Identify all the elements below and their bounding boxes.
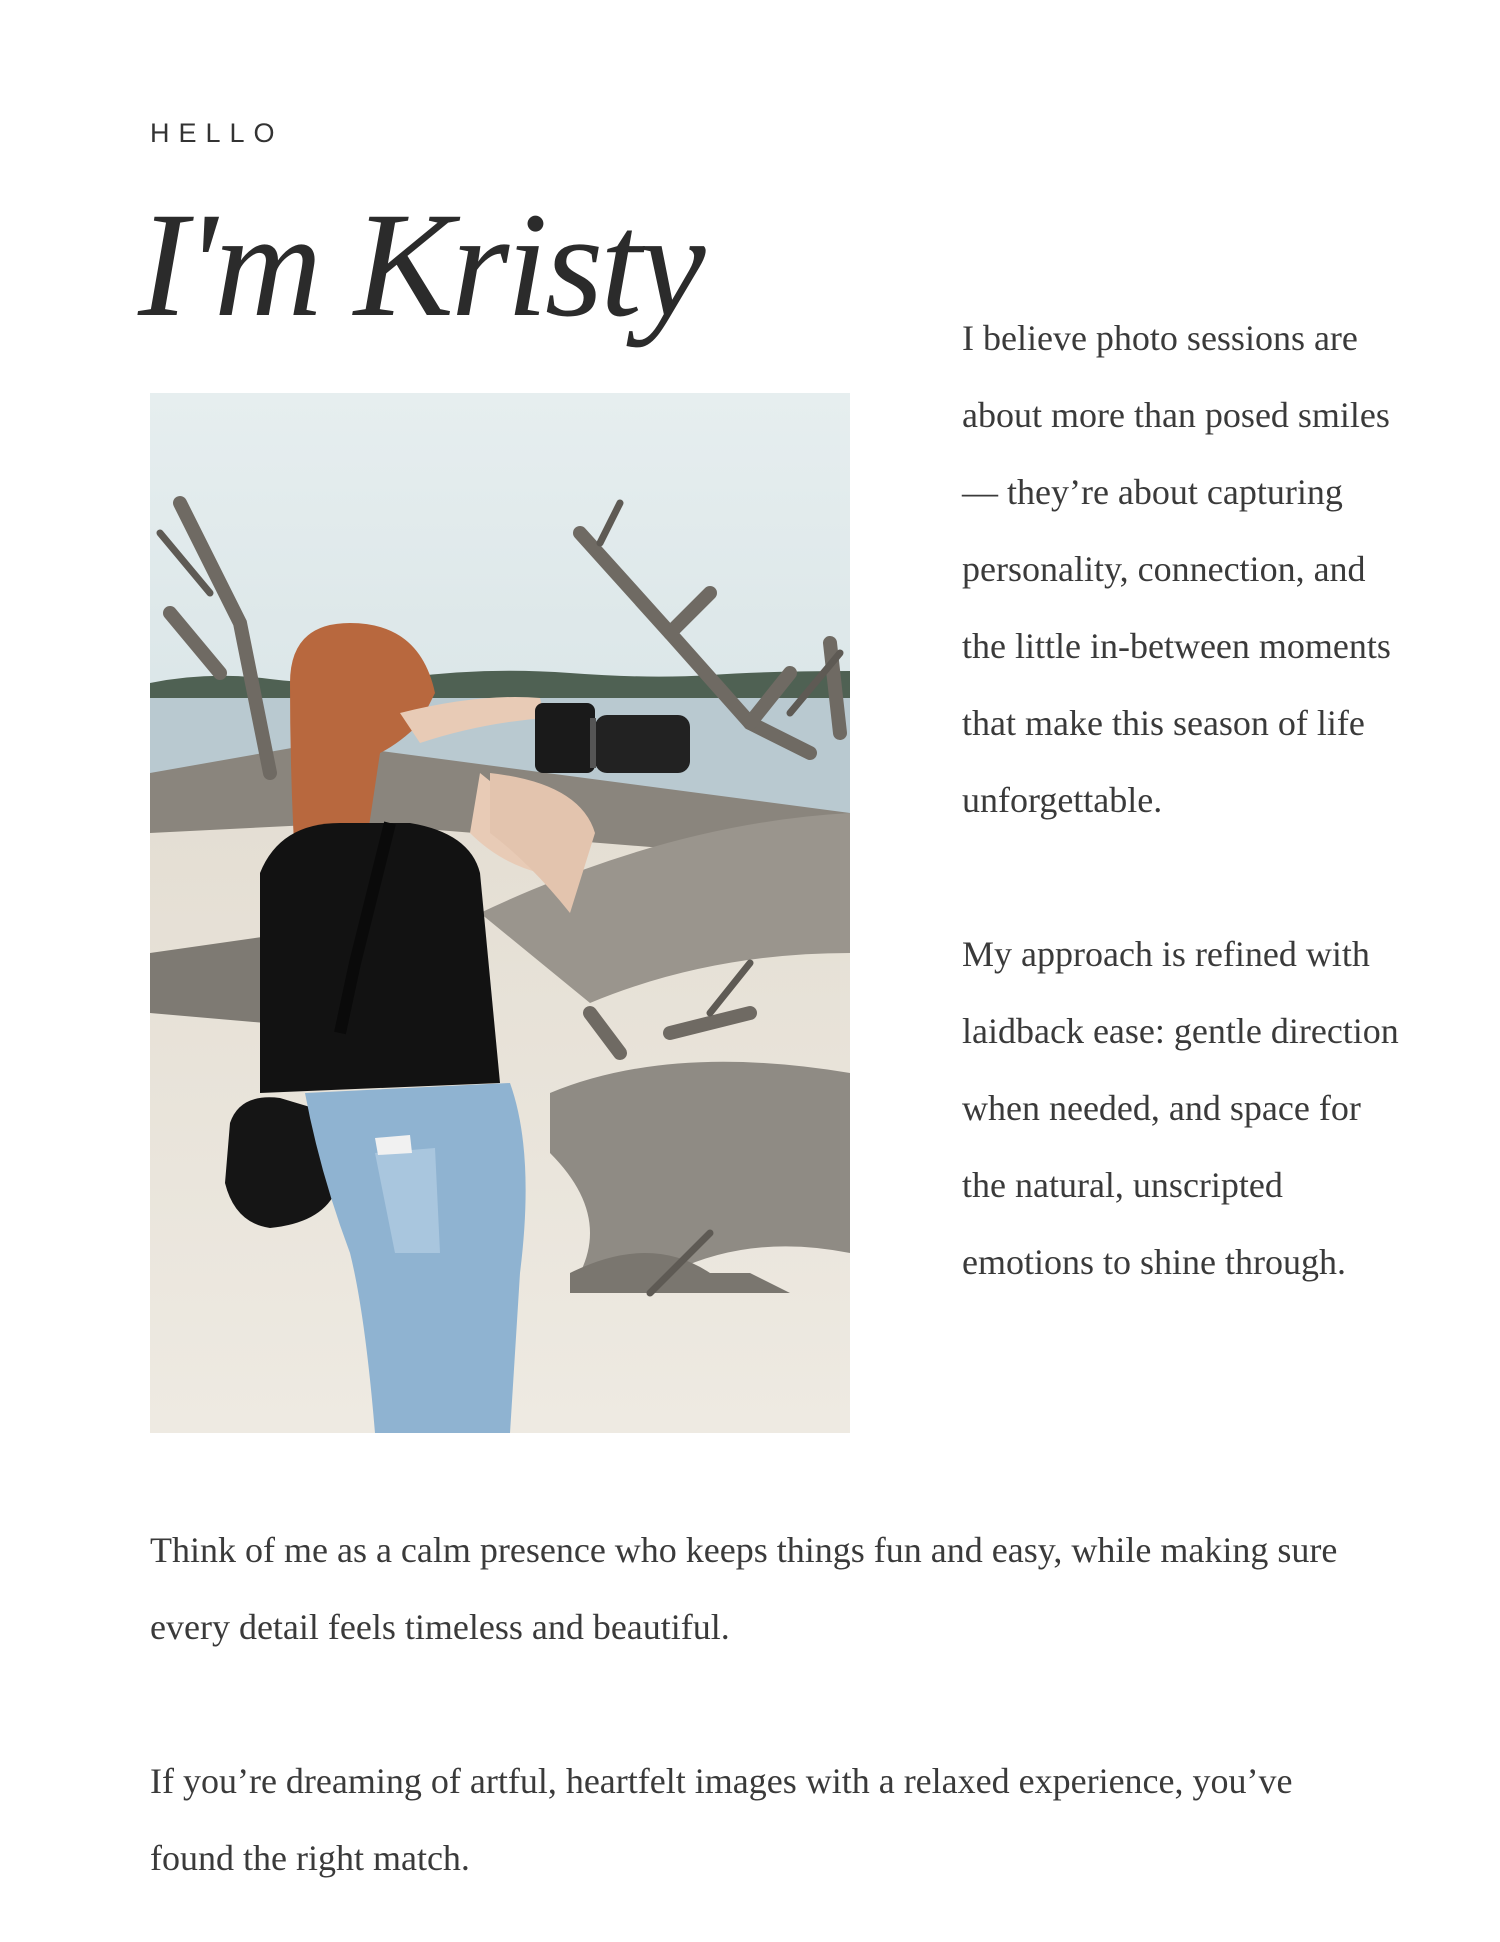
intro-paragraph-1: I believe photo sessions are about more than posed smiles — they’re about capturing personality, connection, and the little in-between moments that make this season of life unforgettable. <box>962 318 1391 820</box>
closing-paragraph-1: Think of me as a calm presence who keeps things fun and easy, while making sure every detail feels timeless and beautiful. <box>150 1530 1338 1647</box>
closing-paragraph-2: If you’re dreaming of artful, heartfelt images with a relaxed experience, you’ve found the right match. <box>150 1761 1293 1878</box>
profile-photo <box>150 393 850 1433</box>
intro-text <box>962 300 1402 1301</box>
intro-paragraph-2: My approach is refined with laidback ease: gentle direction when needed, and space for the natural, unscripted emotions to shine through. <box>962 934 1399 1282</box>
page-title: I'm Kristy <box>138 182 703 348</box>
closing-text <box>150 1512 1380 1897</box>
section-eyebrow: HELLO <box>150 118 284 148</box>
